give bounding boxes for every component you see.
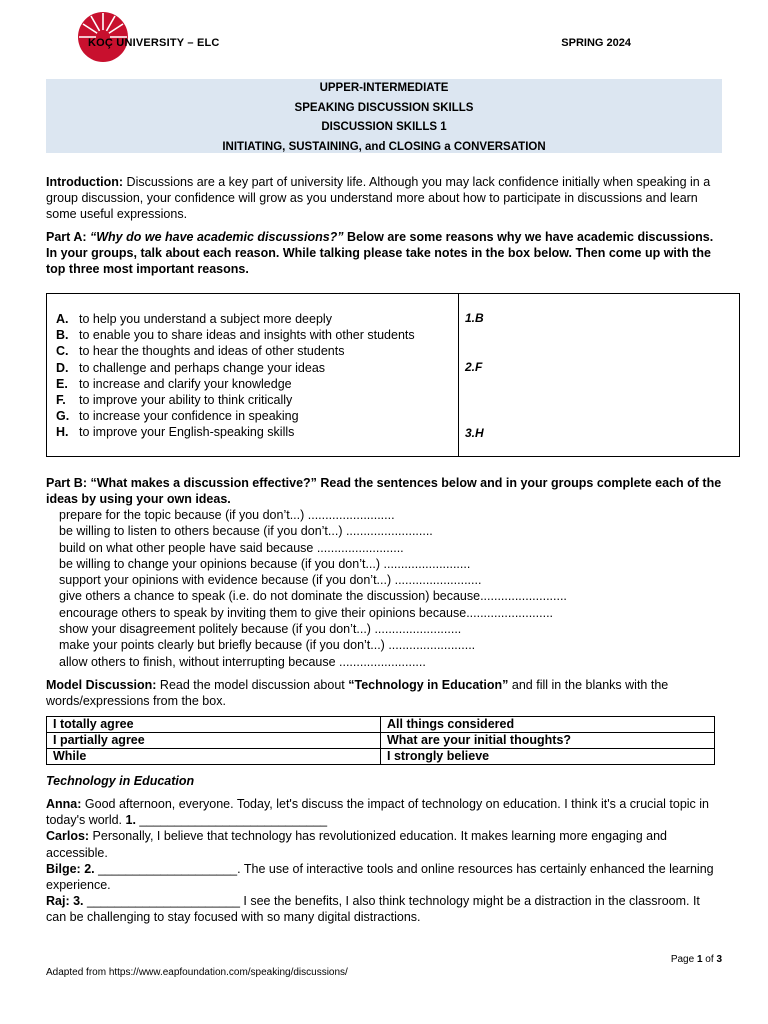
table-cell: All things considered	[381, 717, 715, 733]
list-item: allow others to finish, without interrupting because .........................	[59, 654, 426, 669]
list-item: G. to increase your confidence in speaking	[56, 409, 299, 424]
page-header	[46, 28, 722, 58]
word-box-table	[46, 716, 715, 765]
list-item: make your points clearly but briefly because (if you don’t...) .........................	[59, 638, 476, 653]
answer-2: 2.F	[465, 360, 483, 374]
list-item: be willing to listen to others because (if you don’t...) .........................	[59, 524, 433, 539]
university-name: KOÇ UNIVERSITY – ELC	[88, 37, 220, 49]
introduction-paragraph	[46, 174, 722, 223]
dialog-line: Raj: 3. ______________________ I see the benefits, I also think technology might be a distraction in the classroom. It can be challenging to stay focused with so many digital distractions.	[46, 894, 700, 925]
dialog-line: Bilge: 2. ____________________. The use of interactive tools and online resources has certainly enhanced the learning experience.	[46, 861, 714, 893]
introduction-text: Discussions are a key part of university life. Although you may lack confidence initially when speaking in a group discussion, your confidence will grow as you understand more about how to participate in discussions and learn some useful expressions.	[46, 175, 711, 222]
reasons-list	[56, 311, 415, 441]
part-a-label: Part A:	[46, 230, 90, 244]
list-item: C. to hear the thoughts and ideas of other students	[56, 344, 345, 359]
source-credit: Adapted from https://www.eapfoundation.com/speaking/discussions/	[46, 967, 348, 978]
title-line: UPPER-INTERMEDIATE	[319, 82, 449, 94]
part-b-list	[59, 507, 567, 670]
table-cell: I strongly believe	[381, 749, 715, 765]
list-item: D. to challenge and perhaps change your ideas	[56, 360, 326, 375]
title-line: DISCUSSION SKILLS 1	[321, 121, 447, 134]
table-cell: I totally agree	[47, 717, 381, 733]
model-label: Model Discussion:	[46, 678, 157, 692]
table-cell: While	[47, 749, 381, 765]
list-item: be willing to change your opinions because (if you don’t...) .........................	[59, 556, 471, 571]
part-a-text: Below are some reasons why we have academic discussions. In your groups, talk about each reason. While talking please take notes in the box below. Then come up with the top three most important reasons.	[46, 230, 714, 277]
list-item: show your disagreement politely because (if you don’t...) .........................	[59, 622, 462, 637]
list-item: F. to improve your ability to think critically	[56, 393, 293, 408]
list-item: H. to improve your English-speaking skills	[56, 425, 295, 440]
dialog-title: Technology in Education	[46, 774, 195, 788]
table-cell: I partially agree	[47, 733, 381, 749]
list-item: E. to increase and clarify your knowledge	[56, 376, 292, 391]
title-line: SPEAKING DISCUSSION SKILLS	[294, 101, 474, 114]
table-row	[47, 733, 715, 749]
table-row	[47, 717, 715, 733]
answer-1: 1.B	[465, 311, 484, 325]
model-dialog	[46, 796, 722, 926]
reasons-box	[46, 293, 740, 457]
dialog-line: Carlos: Personally, I believe that technology has revolutionized education. It makes learning more engaging and accessible.	[46, 829, 667, 860]
table-cell: What are your initial thoughts?	[381, 733, 715, 749]
list-item: build on what other people have said because .........................	[59, 540, 404, 555]
introduction-label: Introduction:	[46, 175, 124, 189]
list-item: encourage others to speak by inviting them to give their opinions because.........................	[59, 605, 554, 620]
list-item: support your opinions with evidence because (if you don’t...) .........................	[59, 573, 482, 588]
dialog-line: Anna: Good afternoon, everyone. Today, let's discuss the impact of technology on education. I think it's a crucial topic in today's world. 1. ___________________________	[46, 797, 710, 828]
list-item: B. to enable you to share ideas and insights with other students	[56, 328, 415, 343]
model-discussion-instructions: Model Discussion: Read the model discussion about “Technology in Education” and fill in the blanks with the words/expressions from the box.	[46, 678, 669, 709]
table-row	[47, 749, 715, 765]
list-item: give others a chance to speak (i.e. do not dominate the discussion) because.........................	[59, 589, 567, 604]
term-label: SPRING 2024	[561, 37, 631, 49]
answer-3: 3.H	[465, 426, 484, 440]
model-topic: “Technology in Education”	[348, 678, 509, 692]
title-band	[46, 79, 722, 153]
part-a-question: “Why do we have academic discussions?”	[90, 230, 344, 244]
page-number: Page 1 of 3	[670, 954, 722, 965]
part-b-instructions: Part B: “What makes a discussion effective?” Read the sentences below and in your groups complete each of the ideas by using your own ideas.	[46, 476, 722, 507]
list-item: A. to help you understand a subject more deeply	[56, 312, 332, 326]
title-line: INITIATING, SUSTAINING, and CLOSING a CONVERSATION	[222, 140, 546, 153]
list-item: prepare for the topic because (if you don’t...) .........................	[59, 508, 395, 522]
part-a-instructions	[46, 229, 722, 278]
column-divider	[458, 294, 459, 456]
